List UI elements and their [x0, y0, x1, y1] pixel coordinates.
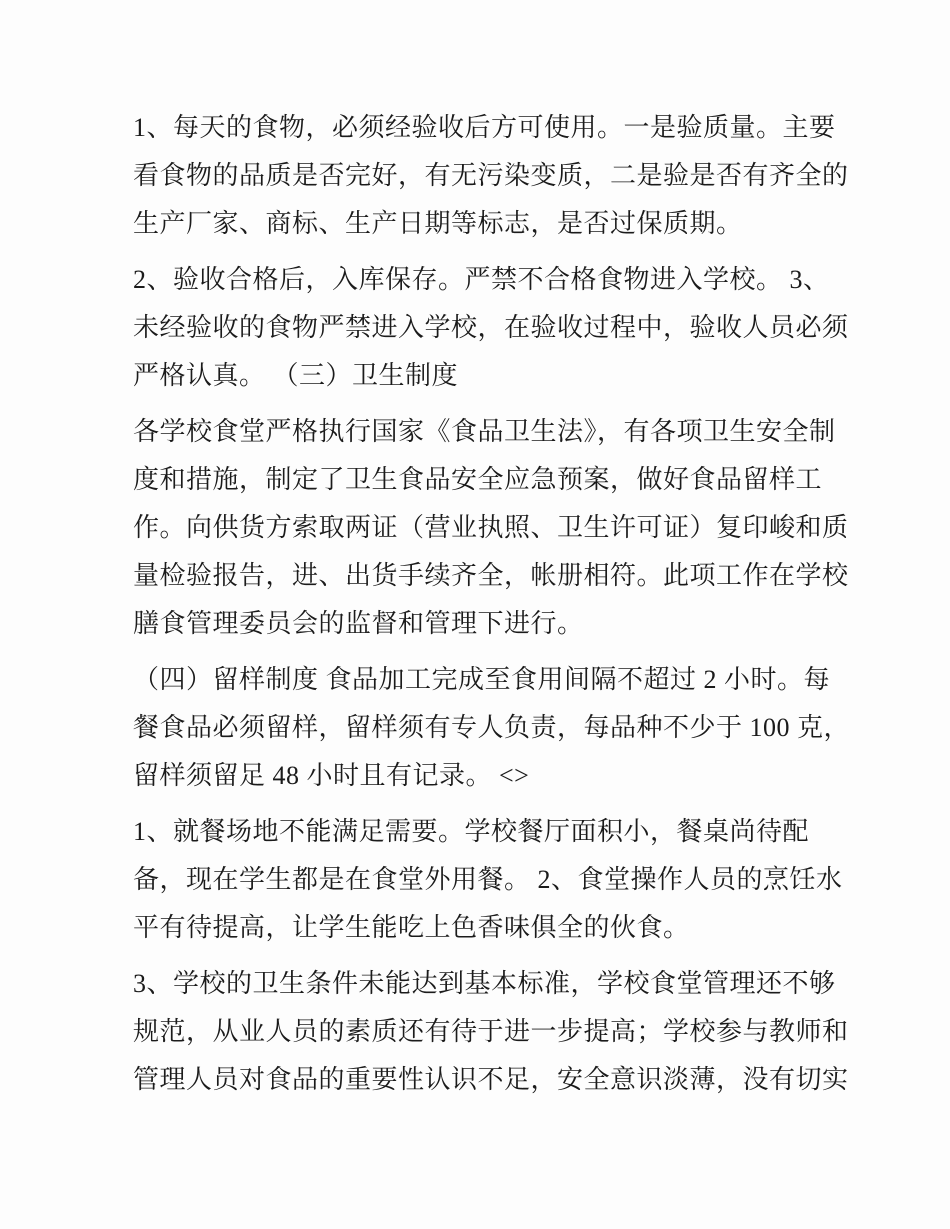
- text-line: 度和措施，制定了卫生食品安全应急预案，做好食品留样工: [133, 465, 823, 494]
- text-line: 餐食品必须留样，留样须有专人负责，每品种不少于 100 克，: [133, 713, 851, 742]
- text-line: 各学校食堂严格执行国家《食品卫生法》，有各项卫生安全制: [133, 417, 836, 446]
- paragraph-sample-retention: [133, 656, 851, 800]
- text-line: 1、就餐场地不能满足需要。学校餐厅面积小，餐桌尚待配: [133, 817, 810, 846]
- paragraph-hygiene-system: [133, 408, 849, 648]
- text-line: 平有待提高，让学生能吃上色香味俱全的伙食。: [133, 913, 690, 942]
- text-line: 量检验报告，进、出货手续齐全，帐册相符。此项工作在学校: [133, 561, 849, 590]
- text-line: 2、验收合格后，入库保存。严禁不合格食物进入学校。 3、: [133, 265, 830, 294]
- text-line: 看食物的品质是否完好，有无污染变质，二是验是否有齐全的: [133, 161, 849, 190]
- document-body: [133, 104, 851, 1112]
- text-line: 规范，从业人员的素质还有待于进一步提高；学校参与教师和: [133, 1017, 849, 1046]
- text-line: 管理人员对食品的重要性认识不足，安全意识淡薄，没有切实: [133, 1065, 849, 1094]
- paragraph-dining-issues: [133, 808, 843, 952]
- text-line: 生产厂家、商标、生产日期等标志，是否过保质期。: [133, 209, 743, 238]
- text-line: 3、学校的卫生条件未能达到基本标准，学校食堂管理还不够: [133, 969, 836, 998]
- paragraph-food-inspection: [133, 104, 849, 248]
- text-line: 严格认真。 （三）卫生制度: [133, 361, 459, 390]
- paragraph-hygiene-shortcomings: [133, 960, 849, 1104]
- text-line: 1、每天的食物，必须经验收后方可使用。一是验质量。主要: [133, 113, 836, 142]
- paragraph-storage-rules: [133, 256, 849, 400]
- text-line: 膳食管理委员会的监督和管理下进行。: [133, 609, 584, 638]
- text-line: 留样须留足 48 小时且有记录。 <>: [133, 761, 530, 790]
- text-line: （四）留样制度 食品加工完成至食用间隔不超过 2 小时。每: [133, 665, 831, 694]
- text-line: 作。向供货方索取两证（营业执照、卫生许可证）复印峻和质: [133, 513, 849, 542]
- text-line: 备，现在学生都是在食堂外用餐。 2、食堂操作人员的烹饪水: [133, 865, 843, 894]
- text-line: 未经验收的食物严禁进入学校，在验收过程中，验收人员必须: [133, 313, 849, 342]
